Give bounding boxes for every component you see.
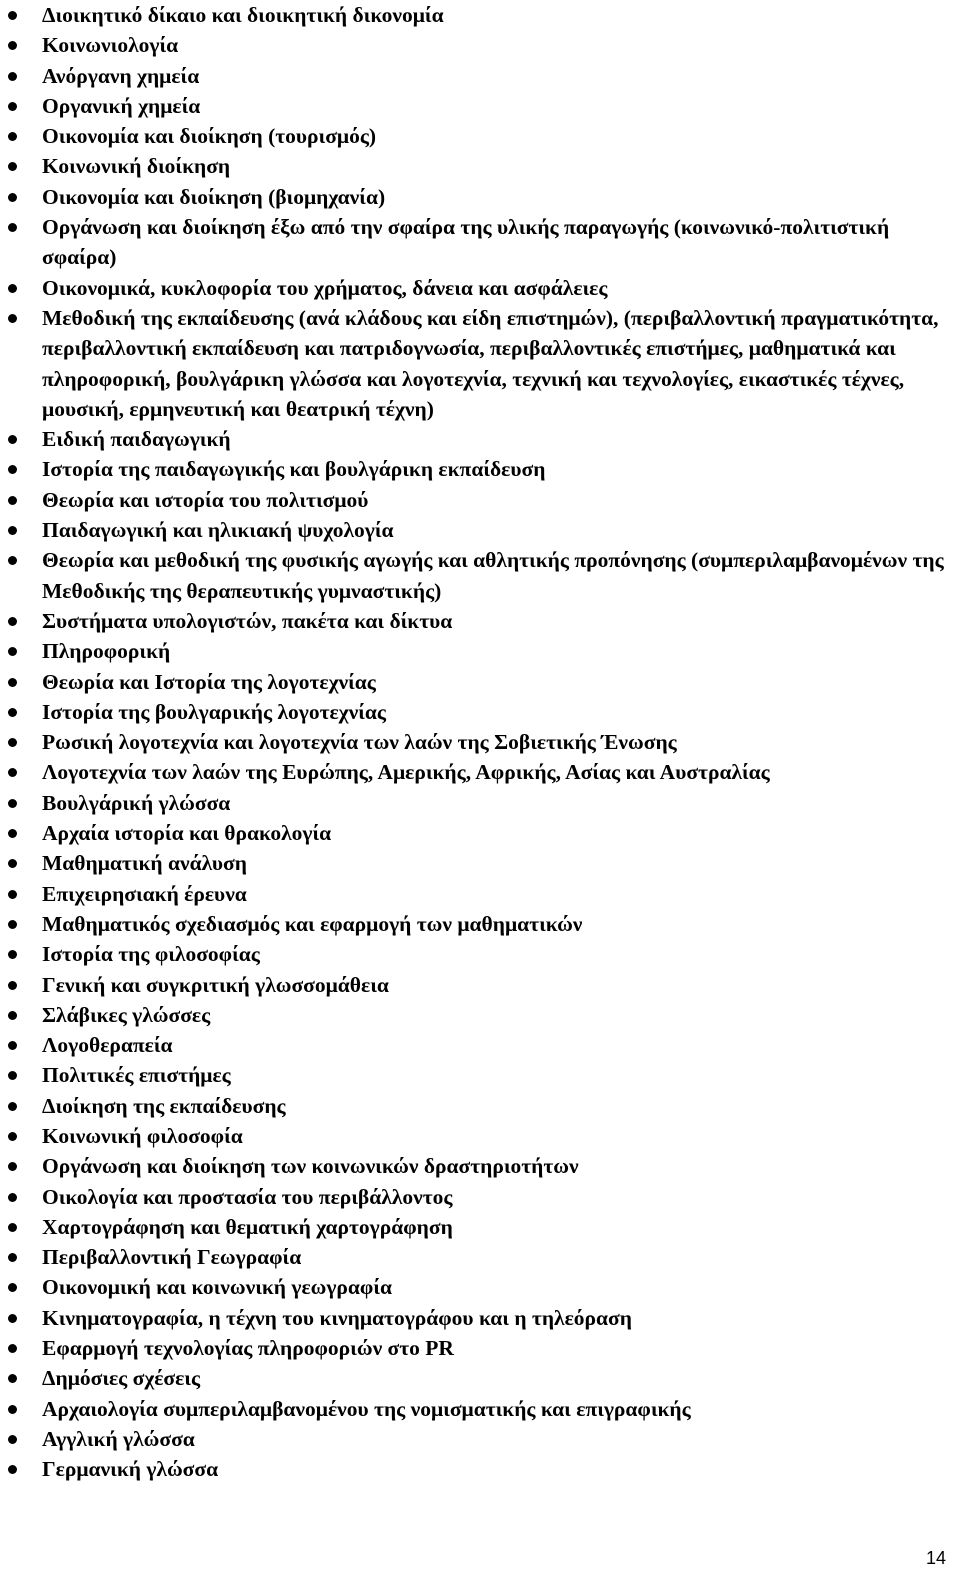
bullet-icon	[8, 1405, 17, 1414]
list-item-text: Παιδαγωγική και ηλικιακή ψυχολογία	[42, 518, 394, 543]
bullet-icon	[8, 1102, 17, 1111]
bullet-icon	[8, 132, 17, 141]
list-item	[0, 1454, 960, 1484]
list-item	[0, 0, 960, 30]
list-item-text: Χαρτογράφηση και θεματική χαρτογράφηση	[42, 1214, 453, 1239]
bullet-icon	[8, 41, 17, 50]
list-item	[0, 545, 960, 606]
list-item	[0, 1151, 960, 1181]
bullet-icon	[8, 1374, 17, 1383]
list-item	[0, 1182, 960, 1212]
bullet-icon	[8, 102, 17, 111]
list-item-text: Οργάνωση και διοίκηση έξω από την σφαίρα της υλικής παραγωγής (κοινωνικό-πολιτιστική σφαίρα)	[42, 215, 890, 270]
list-item-text: Ανόργανη χημεία	[42, 63, 200, 88]
list-item-text: Διοίκηση της εκπαίδευσης	[42, 1093, 286, 1118]
bullet-icon	[8, 1162, 17, 1171]
bullet-icon	[8, 1041, 17, 1050]
list-item	[0, 970, 960, 1000]
list-item-text: Αγγλική γλώσσα	[42, 1426, 195, 1451]
list-item-text: Κοινωνική φιλοσοφία	[42, 1123, 243, 1148]
list-item-text: Λογοθεραπεία	[42, 1033, 173, 1058]
list-item	[0, 273, 960, 303]
bullet-icon	[8, 1465, 17, 1474]
bullet-icon	[8, 678, 17, 687]
list-item-text: Μαθηματικός σχεδιασμός και εφαρμογή των μαθηματικών	[42, 911, 583, 936]
list-item-text: Ιστορία της φιλοσοφίας	[42, 942, 260, 967]
list-item	[0, 879, 960, 909]
list-item-text: Οικονομική και κοινωνική γεωγραφία	[42, 1275, 392, 1300]
bullet-icon	[8, 950, 17, 959]
bullet-icon	[8, 72, 17, 81]
list-item-text: Πολιτικές επιστήμες	[42, 1063, 231, 1088]
list-item	[0, 454, 960, 484]
list-item	[0, 1424, 960, 1454]
bullet-icon	[8, 11, 17, 20]
list-item-text: Αρχαία ιστορία και θρακολογία	[42, 821, 332, 846]
list-item	[0, 788, 960, 818]
list-item-text: Ρωσική λογοτεχνία και λογοτεχνία των λαών της Σοβιετικής Ένωσης	[42, 730, 677, 755]
list-item-text: Θεωρία και μεθοδική της φυσικής αγωγής και αθλητικής προπόνησης (συμπεριλαμβανομένων της Μεθοδικής της θεραπευτικής γυμναστικής)	[42, 548, 944, 603]
list-item	[0, 606, 960, 636]
list-item	[0, 121, 960, 151]
list-item-text: Επιχειρησιακή έρευνα	[42, 881, 247, 906]
bullet-icon	[8, 1253, 17, 1262]
bullet-icon	[8, 708, 17, 717]
list-item	[0, 1333, 960, 1363]
bullet-icon	[8, 1283, 17, 1292]
list-item-text: Οικονομία και διοίκηση (τουρισμός)	[42, 124, 377, 149]
bullet-icon	[8, 1314, 17, 1323]
list-item	[0, 636, 960, 666]
list-item	[0, 485, 960, 515]
bullet-icon	[8, 193, 17, 202]
list-item	[0, 939, 960, 969]
list-item	[0, 667, 960, 697]
list-item-text: Σλάβικες γλώσσες	[42, 1002, 211, 1027]
bullet-icon	[8, 162, 17, 171]
list-item	[0, 212, 960, 273]
list-item-text: Ιστορία της βουλγαρικής λογοτεχνίας	[42, 699, 386, 724]
bullet-icon	[8, 465, 17, 474]
list-item-text: Οικολογία και προστασία του περιβάλλοντος	[42, 1184, 453, 1209]
list-item-text: Πληροφορική	[42, 639, 171, 664]
list-item-text: Οικονομία και διοίκηση (βιομηχανία)	[42, 184, 386, 209]
list-item	[0, 182, 960, 212]
list-item-text: Περιβαλλοντική Γεωγραφία	[42, 1245, 302, 1270]
bullet-icon	[8, 1071, 17, 1080]
list-item-text: Βουλγάρική γλώσσα	[42, 790, 231, 815]
bullet-icon	[8, 284, 17, 293]
list-item	[0, 61, 960, 91]
bullet-icon	[8, 496, 17, 505]
list-item	[0, 909, 960, 939]
bullet-icon	[8, 829, 17, 838]
bullet-icon	[8, 1223, 17, 1232]
list-item-text: Ιστορία της παιδαγωγικής και βουλγάρικη εκπαίδευση	[42, 457, 546, 482]
list-item	[0, 1363, 960, 1393]
list-item-text: Μαθηματική ανάλυση	[42, 851, 247, 876]
list-item-text: Κοινωνική διοίκηση	[42, 154, 231, 179]
list-item-text: Οργάνωση και διοίκηση των κοινωνικών δραστηριοτήτων	[42, 1154, 579, 1179]
list-item-text: Διοικητικό δίκαιο και διοικητική δικονομία	[42, 3, 444, 27]
list-item	[0, 1121, 960, 1151]
bullet-icon	[8, 1344, 17, 1353]
bullet-icon	[8, 920, 17, 929]
bullet-icon	[8, 435, 17, 444]
list-item-text: Γερμανική γλώσσα	[42, 1457, 219, 1482]
list-item	[0, 151, 960, 181]
bullet-icon	[8, 981, 17, 990]
bullet-icon	[8, 1435, 17, 1444]
list-item	[0, 1060, 960, 1090]
page-number: 14	[925, 1548, 946, 1568]
list-item	[0, 818, 960, 848]
list-item	[0, 1212, 960, 1242]
bullet-icon	[8, 1132, 17, 1141]
list-item-text: Λογοτεχνία των λαών της Ευρώπης, Αμερικής, Αφρικής, Ασίας και Αυστραλίας	[42, 760, 770, 785]
bullet-icon	[8, 738, 17, 747]
list-item-text: Κοινωνιολογία	[42, 33, 179, 58]
list-item-text: Δημόσιες σχέσεις	[42, 1366, 201, 1391]
list-item	[0, 1272, 960, 1302]
list-item	[0, 1000, 960, 1030]
list-item	[0, 848, 960, 878]
list-item-text: Εφαρμογή τεχνολογίας πληροφοριών στο PR	[42, 1336, 454, 1361]
list-item	[0, 424, 960, 454]
list-item-text: Οργανική χημεία	[42, 93, 201, 118]
bullet-icon	[8, 526, 17, 535]
list-item	[0, 697, 960, 727]
list-item	[0, 1091, 960, 1121]
list-item	[0, 757, 960, 787]
list-item-text: Ειδική παιδαγωγική	[42, 427, 231, 452]
list-item	[0, 1394, 960, 1424]
list-item	[0, 303, 960, 424]
list-item	[0, 30, 960, 60]
list-item	[0, 1030, 960, 1060]
bullet-icon	[8, 859, 17, 868]
list-item	[0, 515, 960, 545]
list-item-text: Οικονομικά, κυκλοφορία του χρήματος, δάνεια και ασφάλειες	[42, 275, 608, 300]
list-item	[0, 727, 960, 757]
bullet-icon	[8, 1011, 17, 1020]
bullet-icon	[8, 768, 17, 777]
list-item-text: Μεθοδική της εκπαίδευσης (ανά κλάδους και είδη επιστημών), (περιβαλλοντική πραγματικότητα, περιβαλλοντική εκπαίδευση και πατριδογνωσία, περιβαλλοντικές επιστήμες, μαθηματικά και πληροφορική, βουλγάρικη γλώσσα και λογοτεχνία, τεχνική και τεχνολογίες, εικαστικές τέχνες, μουσική, ερμηνευτική και θεατρική τέχνη)	[42, 305, 939, 421]
bullet-icon	[8, 617, 17, 626]
list-item-text: Αρχαιολογία συμπεριλαμβανομένου της νομισματικής και επιγραφικής	[42, 1396, 691, 1421]
list-item	[0, 1303, 960, 1333]
list-item-text: Γενική και συγκριτική γλωσσομάθεια	[42, 972, 389, 997]
bullet-icon	[8, 223, 17, 232]
bullet-icon	[8, 799, 17, 808]
bullet-icon	[8, 556, 17, 565]
bullet-icon	[8, 314, 17, 323]
list-item	[0, 1242, 960, 1272]
list-item-text: Θεωρία και ιστορία του πολιτισμού	[42, 487, 369, 512]
bullet-icon	[8, 647, 17, 656]
list-item-text: Θεωρία και Ιστορία της λογοτεχνίας	[42, 669, 376, 694]
bullet-icon	[8, 1193, 17, 1202]
list-item-text: Συστήματα υπολογιστών, πακέτα και δίκτυα	[42, 608, 453, 633]
list-item	[0, 91, 960, 121]
list-item-text: Κινηματογραφία, η τέχνη του κινηματογράφου και η τηλεόραση	[42, 1305, 632, 1330]
bullet-icon	[8, 890, 17, 899]
